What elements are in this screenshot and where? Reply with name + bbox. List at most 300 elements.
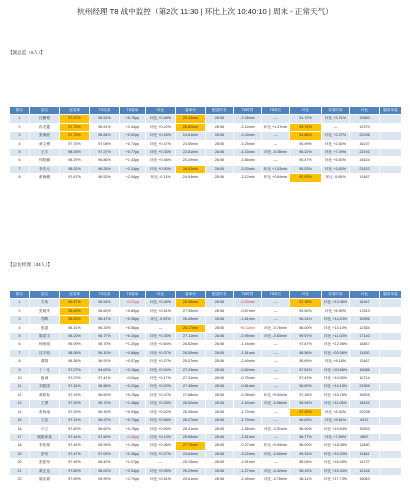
table-cell: +1.44pp <box>120 123 146 131</box>
table-row <box>10 299 402 307</box>
table-cell: 环比 +10.00% <box>322 375 350 383</box>
table-cell: 96.51% <box>90 123 120 131</box>
column-header: 环比 <box>350 291 380 299</box>
table-cell: 96.47% <box>60 299 90 307</box>
table-cell: 97.19% <box>60 391 90 399</box>
table-cell: 14737 <box>350 459 380 467</box>
table-cell: — <box>262 349 290 357</box>
table-cell: 环比 +0.13% <box>146 433 176 441</box>
table-cell <box>380 400 402 408</box>
column-header: 完成率 <box>60 291 90 299</box>
table-cell: 97.87% <box>290 341 322 349</box>
table-cell: 27.79min <box>176 442 206 450</box>
table-cell: 99.34% <box>290 450 322 458</box>
table-cell: 14624 <box>350 157 380 165</box>
table-cell: 17 <box>10 433 30 441</box>
table-cell: 97.09% <box>90 450 120 458</box>
column-header: 非准时率 <box>322 291 350 299</box>
table-cell: 环比 +15.43% <box>322 467 350 475</box>
deputy-director-table <box>9 106 402 183</box>
table-cell: 27.68min <box>176 391 206 399</box>
table-cell: 8137 <box>350 417 380 425</box>
table-cell: +2.54pp <box>120 467 146 475</box>
table-cell <box>380 123 402 131</box>
table-cell: 24.94min <box>176 174 206 182</box>
table-cell: 陈乐斌 <box>30 475 60 483</box>
table-cell: 95.53% <box>290 165 322 173</box>
table-cell: 97.18% <box>290 391 322 399</box>
table-cell: 环比 +0.46% <box>146 157 176 165</box>
table-cell: 王勇 <box>30 400 60 408</box>
table-row <box>10 349 402 357</box>
table-cell: -0.38min <box>234 391 262 399</box>
table-cell: +0.76pp <box>120 115 146 123</box>
table-cell: 97.60% <box>60 467 90 475</box>
table-cell: -2.03min <box>234 165 262 173</box>
table-cell: 22298 <box>350 132 380 140</box>
table-cell: 28:06 <box>206 140 234 148</box>
table-cell: 环比 -0.42min <box>262 467 290 475</box>
table-cell: — <box>262 408 290 416</box>
table-cell: 6 <box>10 341 30 349</box>
table-cell: +1.48pp <box>120 400 146 408</box>
table-cell: 环比 -0.02% <box>146 316 176 324</box>
table-cell <box>380 115 402 123</box>
table-cell: 环比 +0.34% <box>146 366 176 374</box>
table-cell: 12146 <box>350 467 380 475</box>
table-cell: 彭荣 <box>30 450 60 458</box>
column-header: 姓名 <box>30 107 60 115</box>
table-cell <box>380 341 402 349</box>
table-cell: 97.31% <box>60 417 90 425</box>
table-cell: 11461 <box>350 450 380 458</box>
table-cell <box>380 391 402 399</box>
table-cell: 黄正达 <box>30 467 60 475</box>
table-cell: 13 <box>10 400 30 408</box>
table-cell: -0.04pp <box>120 375 146 383</box>
table-cell <box>380 349 402 357</box>
table-cell: 环比 +8.18% <box>322 358 350 366</box>
table-cell: 27.24min <box>176 366 206 374</box>
table-cell: +0.57pp <box>120 358 146 366</box>
table-cell: 96.02% <box>90 467 120 475</box>
column-header: 环比 <box>146 107 176 115</box>
table-cell: 97.45% <box>290 408 322 416</box>
table-cell: 28:06 <box>206 174 234 182</box>
table-cell: 28:06 <box>206 391 234 399</box>
table-cell: 15063 <box>350 475 380 483</box>
table-cell: 7 <box>10 349 30 357</box>
table-cell: -3.22min <box>234 450 262 458</box>
table-cell: 环比 +11.03% <box>322 333 350 341</box>
table-cell: — <box>262 341 290 349</box>
table-cell: 环比 +0.17% <box>146 375 176 383</box>
column-header: 配送时长 <box>206 107 234 115</box>
table-row <box>10 341 402 349</box>
table-cell: 97.07% <box>60 375 90 383</box>
table-row <box>10 123 402 131</box>
table-cell <box>380 475 402 483</box>
table-row <box>10 442 402 450</box>
table-cell: 环比 +14.10% <box>322 324 350 332</box>
table-cell: 环比 +0.37% <box>146 349 176 357</box>
table-cell: 92.93% <box>290 174 322 182</box>
table-cell: 环比 +0.33% <box>146 149 176 157</box>
column-header: T8时长 <box>262 291 290 299</box>
table-cell: -2.45min <box>234 475 262 483</box>
table-cell: 环比 +0.27% <box>146 450 176 458</box>
table-cell: 24.29min <box>176 157 206 165</box>
table-cell: 22.81min <box>176 149 206 157</box>
table-cell: +0.92pp <box>120 132 146 140</box>
table-cell: 26.62min <box>176 341 206 349</box>
table-cell: 张凯军 <box>30 459 60 467</box>
table-cell: 28:06 <box>206 400 234 408</box>
table-cell: +0.94pp <box>120 408 146 416</box>
table-cell: 环比 +11.05% <box>322 400 350 408</box>
general-manager-table <box>9 290 402 484</box>
table-cell: 25.57min <box>176 358 206 366</box>
table-cell <box>380 157 402 165</box>
table-cell: 28.17min <box>176 324 206 332</box>
table-cell: 28:06 <box>206 425 234 433</box>
table-cell: 28:06 <box>206 149 234 157</box>
table-cell: 14 <box>10 408 30 416</box>
table-cell: 环比 +0.20% <box>146 383 176 391</box>
table-cell: 97.49% <box>60 459 90 467</box>
table-cell: 21959 <box>350 383 380 391</box>
table-cell: 28:06 <box>206 115 234 123</box>
table-cell: 28:06 <box>206 459 234 467</box>
table-cell: 98.69% <box>290 358 322 366</box>
table-cell: 黄栋标 <box>30 391 60 399</box>
table-cell: 12370 <box>350 123 380 131</box>
table-cell: +1.43pp <box>120 157 146 165</box>
table-cell: -0.25pp <box>120 433 146 441</box>
table-cell: -2.49min <box>234 358 262 366</box>
table-cell: 谭翔 <box>30 358 60 366</box>
table-cell: 95.99% <box>290 140 322 148</box>
table-cell: +0.10pp <box>120 333 146 341</box>
table-cell <box>380 140 402 148</box>
table-cell: 张海波 <box>30 132 60 140</box>
table-cell: 环比 +8.90% <box>322 307 350 315</box>
table-cell: 环比 +19.54% <box>322 425 350 433</box>
table-cell: 5 <box>10 333 30 341</box>
table-cell: 19 <box>10 450 30 458</box>
table-cell: 7 <box>10 165 30 173</box>
table-cell: +0.56pp <box>120 324 146 332</box>
table-cell: 环比 +0.51% <box>146 307 176 315</box>
table-cell: +0.11min <box>234 324 262 332</box>
table-cell: 张超 <box>30 324 60 332</box>
table-cell: 28:06 <box>206 349 234 357</box>
table-cell: -3.25min <box>234 140 262 148</box>
table-cell: -1.44min <box>234 341 262 349</box>
table-cell: 刘凯国 <box>30 383 60 391</box>
table-cell: 13560 <box>350 115 380 123</box>
table-cell: — <box>262 157 290 165</box>
table-cell: 22193 <box>350 149 380 157</box>
table-cell: 3 <box>10 316 30 324</box>
table-cell: +1.20pp <box>120 341 146 349</box>
table-cell: — <box>262 316 290 324</box>
table-cell: +1.45pp <box>120 442 146 450</box>
table-cell: 96.09% <box>60 341 90 349</box>
table-cell: -0.07pp <box>120 299 146 307</box>
table-cell: +0.78pp <box>120 425 146 433</box>
table-cell <box>380 333 402 341</box>
table-cell: — <box>262 375 290 383</box>
column-header: T8完成 <box>90 107 120 115</box>
column-header: T8客单 <box>120 291 146 299</box>
table-cell: 6 <box>10 157 30 165</box>
table-cell: +0.78pp <box>120 391 146 399</box>
table-cell: 15593 <box>350 425 380 433</box>
table-cell: 环比 +1.37min <box>262 123 290 131</box>
table-cell: 环比 +0.50% <box>146 165 176 173</box>
table-row <box>10 333 402 341</box>
table-cell: 环比 +13.46% <box>322 299 350 307</box>
table-cell <box>380 433 402 441</box>
table-cell: 环比 -0.35min <box>262 149 290 157</box>
table-cell: 95.99% <box>90 442 120 450</box>
table-cell: 2 <box>10 307 30 315</box>
table-cell: 21622 <box>350 165 380 173</box>
table-row <box>10 433 402 441</box>
table-cell: -1.27min <box>234 467 262 475</box>
table-cell: 28:06 <box>206 375 234 383</box>
table-cell: 环比 +17.73% <box>322 475 350 483</box>
table-cell: — <box>262 358 290 366</box>
table-cell: 环比 +5.50% <box>322 157 350 165</box>
table-cell: 28:06 <box>206 408 234 416</box>
table-cell: 24.84min <box>176 450 206 458</box>
table-row <box>10 115 402 123</box>
table-cell: — <box>146 459 176 467</box>
table-cell: — <box>146 324 176 332</box>
table-cell: 97.42% <box>290 375 322 383</box>
table-cell: 25.82min <box>176 123 206 131</box>
table-cell: 28:06 <box>206 475 234 483</box>
table-cell: +0.74pp <box>120 417 146 425</box>
table-cell: 16847 <box>350 341 380 349</box>
table-cell: 27.31min <box>176 375 206 383</box>
table-cell: 13467 <box>350 174 380 182</box>
table-cell: +1.70pp <box>120 475 146 483</box>
table-cell: 96.88% <box>90 383 120 391</box>
table-cell: 97.67% <box>60 174 90 182</box>
table-cell: 环比 +20.66% <box>322 366 350 374</box>
table-cell: 28:06 <box>206 165 234 173</box>
table-cell: 15086 <box>350 366 380 374</box>
table-cell: 22 <box>10 475 30 483</box>
table-cell: 环比 +18.08% <box>322 442 350 450</box>
table-cell: -2.14min <box>234 123 262 131</box>
table-cell: 顾郎家欢 <box>30 433 60 441</box>
table-cell: 28:06 <box>206 366 234 374</box>
table-cell: 陈浩宇 <box>30 333 60 341</box>
table-cell: 8 <box>10 358 30 366</box>
table-cell <box>380 366 402 374</box>
table-cell: 96.30% <box>90 408 120 416</box>
table-cell <box>380 383 402 391</box>
table-cell: 环比 -0.76min <box>262 475 290 483</box>
table-cell: 王浩 <box>30 417 60 425</box>
table-cell: — <box>262 299 290 307</box>
table-row <box>10 132 402 140</box>
table-cell: 郑辉 <box>30 316 60 324</box>
table-cell: 环比 +0.58min <box>262 442 290 450</box>
table-cell: 12384 <box>350 324 380 332</box>
table-cell: +2.54pp <box>120 174 146 182</box>
table-cell: 97.47% <box>60 450 90 458</box>
table-cell: 18432 <box>350 400 380 408</box>
table-cell: 94.63% <box>90 366 120 374</box>
table-cell: -1.79min <box>234 417 262 425</box>
table-row <box>10 475 402 483</box>
table-row <box>10 140 402 148</box>
table-row <box>10 391 402 399</box>
table-row <box>10 383 402 391</box>
table-cell: -0.75min <box>234 375 262 383</box>
table-cell <box>380 425 402 433</box>
table-cell: 黄海鹏 <box>30 174 60 182</box>
table-cell: 98.15% <box>290 467 322 475</box>
table-cell: 2 <box>10 123 30 131</box>
table-cell: 环比 -0.51min <box>262 425 290 433</box>
table-cell: -3.43min <box>234 132 262 140</box>
table-cell: 26.52min <box>176 400 206 408</box>
table-cell: 环比 +14.23% <box>322 316 350 324</box>
table-cell: 95.72% <box>90 400 120 408</box>
table-cell: 26.41min <box>176 425 206 433</box>
table-cell: -0.67min <box>234 307 262 315</box>
table-row <box>10 324 402 332</box>
table-cell: 96.77% <box>90 333 120 341</box>
table-cell: 环比 +20.06% <box>322 349 350 357</box>
table-cell: 环比 +2.50% <box>322 140 350 148</box>
table-cell: 28:06 <box>206 442 234 450</box>
table-cell: 96.86% <box>90 157 120 165</box>
table-cell: 96.84% <box>90 132 120 140</box>
section-label-deputy-directors: 【副总监（6人）】 <box>8 50 46 55</box>
table-row <box>10 375 402 383</box>
table-cell: -3.12min <box>234 174 262 182</box>
table-cell: 28:06 <box>206 383 234 391</box>
table-cell: 20 <box>10 459 30 467</box>
table-cell: 96.33% <box>90 324 120 332</box>
table-cell: -1.70min <box>234 408 262 416</box>
table-cell: 96.53% <box>60 316 90 324</box>
table-cell: 98.02% <box>60 165 90 173</box>
table-cell: 97.07% <box>60 366 90 374</box>
table-cell <box>380 307 402 315</box>
table-cell: 环比 +0.47% <box>146 391 176 399</box>
table-cell: +0.77pp <box>120 149 146 157</box>
table-cell: 11920 <box>350 349 380 357</box>
table-cell: 环比 +10.20% <box>322 450 350 458</box>
table-cell: 96.10% <box>90 349 120 357</box>
table-cell: -4.33min <box>234 149 262 157</box>
table-cell: 96.60% <box>90 391 120 399</box>
table-row <box>10 149 402 157</box>
table-cell: 25.61min <box>176 475 206 483</box>
table-row <box>10 467 402 475</box>
column-header: 排名 <box>10 291 30 299</box>
table-cell: 环比 +8.61% <box>322 417 350 425</box>
table-cell: 李佳豪 <box>30 442 60 450</box>
table-cell: 98.77% <box>290 433 322 441</box>
table-cell <box>380 299 402 307</box>
table-cell: -1.61min <box>234 316 262 324</box>
table-cell: 17140 <box>350 333 380 341</box>
table-cell: 环比 +7.09% <box>322 149 350 157</box>
table-cell: 26.36min <box>176 408 206 416</box>
table-cell: 97.69% <box>60 475 90 483</box>
table-cell: 环比 +0.48% <box>146 115 176 123</box>
table-cell: 28:06 <box>206 324 234 332</box>
table-cell: -2.91min <box>234 459 262 467</box>
table-row <box>10 307 402 315</box>
table-cell: 96.51% <box>90 115 120 123</box>
table-cell: 97.27% <box>90 149 120 157</box>
table-cell: 环比 +0.69min <box>262 174 290 182</box>
table-cell: 黄文博 <box>30 140 60 148</box>
table-cell: 杨炜明 <box>30 341 60 349</box>
table-cell: 96.54% <box>90 299 120 307</box>
table-cell: -0.61min <box>234 383 262 391</box>
table-cell: 环比 -0.63min <box>262 333 290 341</box>
table-cell: 28.06min <box>176 299 206 307</box>
table-cell: 9 <box>10 366 30 374</box>
table-cell: 唐诚 <box>30 375 60 383</box>
table-cell: 95.70% <box>90 341 120 349</box>
table-cell: 96.62% <box>90 425 120 433</box>
table-cell: 26.02min <box>176 165 206 173</box>
table-cell: 12 <box>10 391 30 399</box>
column-header: T8时长 <box>262 107 290 115</box>
table-cell: 环比 +0.39% <box>146 467 176 475</box>
table-cell: 3 <box>10 132 30 140</box>
table-cell: 96.49% <box>60 307 90 315</box>
table-cell: -2.28min <box>234 115 262 123</box>
table-cell <box>380 459 402 467</box>
table-cell <box>380 442 402 450</box>
table-cell: 环比 +0.55% <box>146 425 176 433</box>
table-row <box>10 417 402 425</box>
table-cell: 27.11min <box>176 333 206 341</box>
table-cell: — <box>262 140 290 148</box>
table-cell: 13467 <box>350 358 380 366</box>
table-cell <box>380 375 402 383</box>
table-header-row <box>10 291 402 299</box>
table-cell: — <box>262 383 290 391</box>
table-cell: -1.54min <box>234 400 262 408</box>
table-cell: 98.31% <box>60 324 90 332</box>
table-cell: 98.02% <box>60 333 90 341</box>
table-cell: 96.91% <box>90 358 120 366</box>
table-cell: 环比 +0.47% <box>146 140 176 148</box>
table-cell: 95.47% <box>290 157 322 165</box>
table-cell: 25.55min <box>176 433 206 441</box>
table-cell: 97.20% <box>60 400 90 408</box>
column-header: 客单价 <box>176 107 206 115</box>
table-cell: -2.51min <box>234 433 262 441</box>
table-cell: +0.22pp <box>120 383 146 391</box>
column-header: T8时效 <box>234 291 262 299</box>
table-cell: -0.95min <box>234 333 262 341</box>
